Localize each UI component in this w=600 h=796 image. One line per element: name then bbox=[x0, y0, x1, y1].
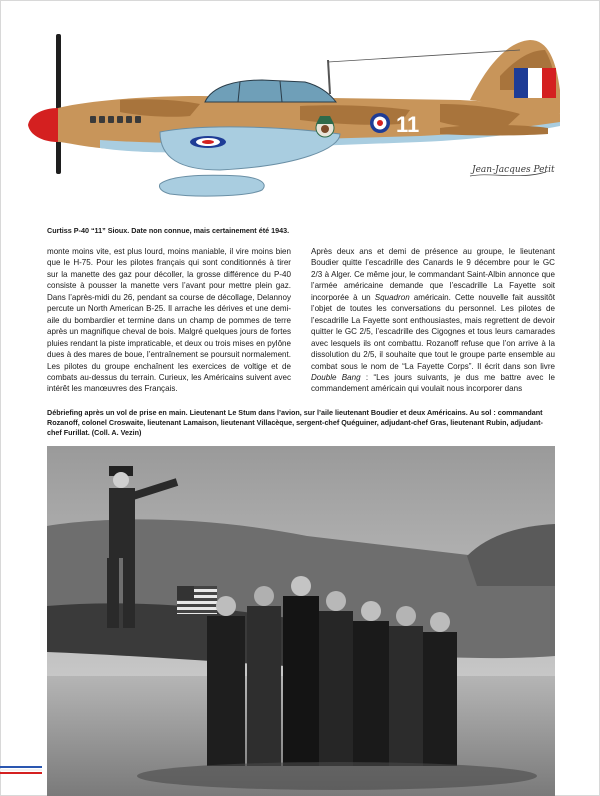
wing bbox=[160, 127, 340, 170]
marker-blue-stripe bbox=[0, 766, 42, 768]
antenna-wire bbox=[328, 50, 520, 62]
left-column bbox=[47, 246, 291, 395]
rudder-flag-blue bbox=[514, 68, 528, 98]
archive-photograph bbox=[47, 446, 555, 796]
body-text-columns bbox=[47, 246, 555, 398]
spinner bbox=[28, 108, 58, 142]
canopy bbox=[205, 80, 336, 102]
squadron-term: Squadron bbox=[374, 292, 410, 302]
rudder-flag-white bbox=[528, 68, 542, 98]
aircraft-number: 11 bbox=[396, 112, 420, 137]
tailplane bbox=[440, 125, 548, 136]
antenna-mast bbox=[328, 60, 330, 94]
drop-tank bbox=[159, 175, 264, 196]
left-column-text: monte moins vite, est plus lourd, moins maniable, il vire moins bien que le H-75. Pour les pilotes français qui sont conditionnés à tirer sur la manette des gaz pour décoller, la grosse différence du P-40 consiste à pousser la manette vers l’avant pour mettre plein gaz. Dans l’après-midi du 26, pendant sa course de décollage, Delannoy percute un North American B-25. Il arrache les dérives et une demi-aile du bombardier et termine dans un champ de pommes de terre après un magnifique cheval de bois. Malgré quelques jours de fortes pluies rendant la piste impraticable, et deux ou trois mises en pylône dues à des mares de boue, l’entraînement se poursuit normalement. Les pilotes du groupe enchaînent les exercices de voltige et de combats au-dessus du terrain. Curieux, les Américains suivent avec intérêt les manœuvres des Français. bbox=[47, 247, 291, 394]
tricolor-page-marker bbox=[0, 766, 42, 774]
right-column bbox=[311, 246, 555, 395]
sioux-insignia bbox=[316, 116, 334, 137]
book-title: Double Bang bbox=[311, 372, 361, 382]
right-text-part-2: américain. Cette nouvelle fait aussitôt l’objet de toutes les conversations du personnel. Les pilotes de l’escadrille La Fayette sont enthousiastes, mais regrettent de devoir quitter le GC 2/5, l’escadrille des Cigognes et tous leurs camarades avec lesquels ils ont combattu. Rozanoff refuse que l’on arrive à la dissolution du 2/5, il souhaite que tout le groupe parte ensemble au combat sous le nom de “La Fayette Corps”. Il écrit dans son livre bbox=[311, 292, 555, 371]
marker-white-stripe bbox=[0, 769, 42, 771]
propeller-blade bbox=[56, 34, 61, 174]
rudder-flag-red bbox=[542, 68, 556, 98]
aircraft-profile-illustration bbox=[0, 20, 600, 220]
photo-caption: Débriefing après un vol de prise en main. Lieutenant Le Stum dans l’avion, sur l’aile lieutenant Boudier et deux Américains. Au sol : commandant Rozanoff, colonel Croswaite, lieutenant Lamaison, lieutenant Villacèque, sergent-chef Quéguiner, adjudant-chef Gras, lieutenant Rubin, adjudant-chef Furillat. (Coll. A. Vezin) bbox=[47, 408, 543, 438]
right-text-part-1: Après deux ans et demi de présence au groupe, le lieutenant Boudier quitte l’escadrille des Canards le 9 décembre pour le GC 2/3 à Alger. Ce même jour, le commandant Saint-Albin annonce que l’armée américaine demande que l’escadrille La Fayette soit incorporée à un bbox=[311, 247, 555, 302]
right-column-text bbox=[311, 246, 555, 395]
marker-red-stripe bbox=[0, 772, 42, 774]
illustration-caption: Curtiss P-40 “11” Sioux. Date non connue, mais certainement été 1943. bbox=[47, 226, 290, 235]
artist-signature: Jean-Jacques Petit bbox=[472, 165, 555, 175]
right-text-part-3: : “Les jours suivants, je dus me battre avec le commandement américain qui voulait nous incorporer dans bbox=[311, 372, 556, 394]
photo-us-flag bbox=[177, 586, 217, 614]
camo-patch bbox=[300, 105, 410, 125]
